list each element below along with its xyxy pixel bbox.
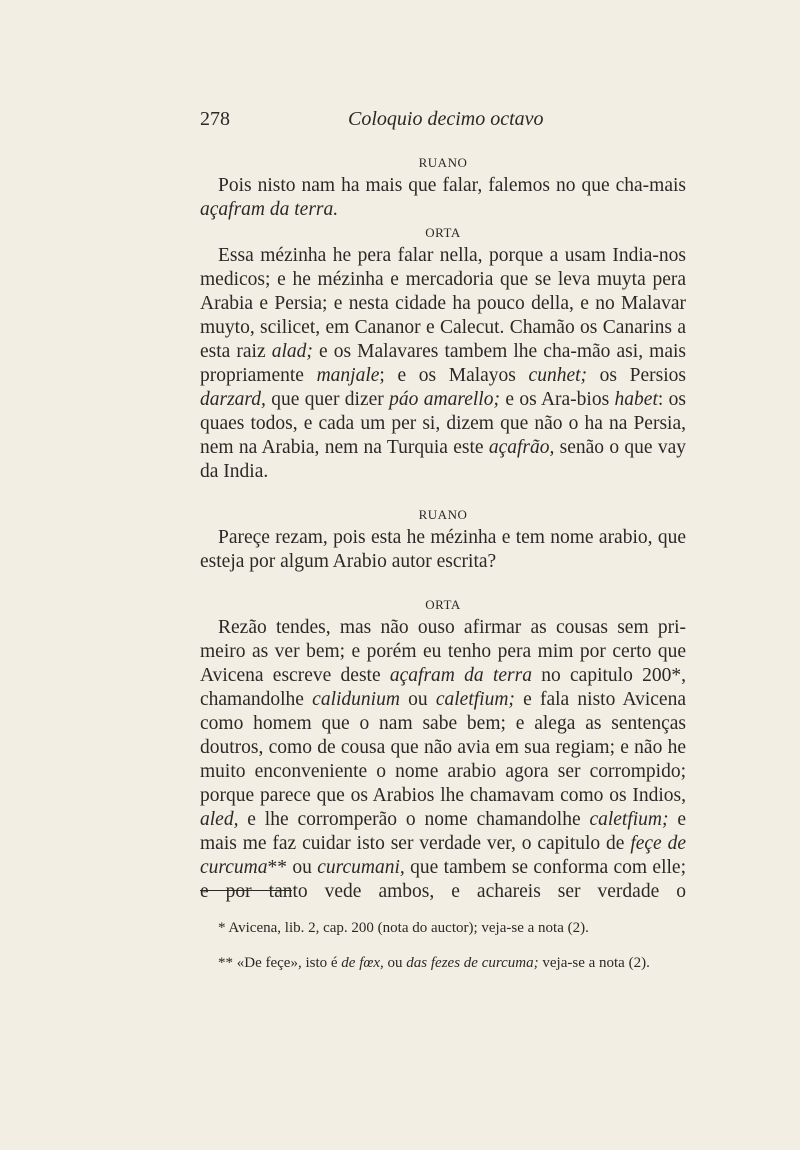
paragraph-1 [200, 174, 686, 222]
text-run: Pareçe rezam, pois esta he mézinha e tem nome arabio, que esteja por algum Arabio autor escrita? [200, 527, 686, 572]
text-block [200, 108, 686, 904]
italic-run: caletfium; [589, 809, 669, 830]
italic-run: de fœx, [341, 955, 384, 971]
text-run: veja-se a nota (2). [538, 955, 650, 971]
text-run: ** «De feçe», isto é [218, 955, 342, 971]
text-run: * Avicena, lib. 2, cap. 200 (nota do auctor); veja-se a nota (2). [218, 920, 589, 936]
text-run: no capitulo 200*, chamandolhe [200, 665, 686, 710]
page-number: 278 [200, 108, 230, 130]
italic-run: das fezes de curcuma; [406, 955, 539, 971]
text-run: e fala nisto Avicena como homem que o nam sabe bem; e alega as sentenças doutros, como de cousa que não avia em sua regiam; e não he muito enconveniente o nome arabio agora ser corrompido; porque parece que os Arabios lhe chamavam como os Indios, [200, 689, 686, 806]
italic-run: páo amarello; [389, 389, 500, 410]
text-run: que tambem se conforma com elle; e por tanto vede ambos, e achareis ser verdade o [200, 857, 686, 902]
paragraph-3 [200, 526, 686, 574]
italic-run: aled, [200, 809, 239, 830]
italic-run: açafram da terra [389, 665, 532, 686]
footnote-1 [200, 918, 672, 939]
text-run: e os Ara-bios [499, 389, 615, 410]
italic-run: caletfium; [435, 689, 515, 710]
italic-run: feçe de curcuma [200, 833, 686, 878]
speaker-ruano: RUANO [418, 155, 468, 170]
speaker-ruano-2: RUANO [418, 507, 468, 522]
text-run: : os quaes todos, e cada um per si, dizem que não o ha na Persia, nem na Arabia, nem na Turquia este [200, 389, 686, 458]
footnote-rule [200, 890, 292, 891]
text-run: Rezão tendes, mas não ouso afirmar as cousas sem pri-meiro as ver bem; e porém eu tenho pera mim por certo que Avicena escreve deste [200, 617, 686, 686]
italic-run: alad; [271, 341, 313, 362]
text-run: ou [399, 689, 436, 710]
text-run: senão o que vay da India. [200, 437, 686, 482]
footnote-2 [200, 953, 672, 974]
italic-run: darzard, [200, 389, 266, 410]
speaker-orta-2: ORTA [425, 597, 461, 612]
paragraph-4 [200, 616, 686, 904]
text-run: que quer dizer [265, 389, 390, 410]
text-run: ou [383, 955, 407, 971]
running-title: Coloquio decimo octavo [348, 108, 544, 130]
text-run: e lhe corromperão o nome chamandolhe [238, 809, 590, 830]
page-header [200, 108, 686, 134]
text-run: Pois nisto nam ha mais que falar, falemos no que cha-mais [218, 175, 686, 196]
paragraph-2 [200, 244, 686, 484]
italic-run: açafrão, [488, 437, 555, 458]
italic-run: cunhet; [528, 365, 588, 386]
text-run: Essa mézinha he pera falar nella, porque a usam India-nos medicos; e he mézinha e mercadoria que se leva muyta pera Arabia e Persia; e nesta cidade ha pouco della, e no Malavar muyto, scilicet, em Cananor e Calecut. Chamão os Canarins a esta raiz [200, 245, 686, 362]
italic-run: habet [614, 389, 658, 410]
italic-run: curcumani, [317, 857, 405, 878]
text-run: os Persios [587, 365, 686, 386]
speaker-orta: ORTA [425, 225, 461, 240]
text-run: ; e os Malayos [379, 365, 529, 386]
text-run: ** ou [267, 857, 318, 878]
italic-run: açafram da terra. [200, 199, 339, 220]
text-run: e mais me faz cuidar isto ser verdade ver, o capitulo de [200, 809, 687, 854]
text-run: e os Malavares tambem lhe cha-mão asi, mais propriamente [200, 341, 686, 386]
footnotes [200, 918, 672, 974]
italic-run: manjale [316, 365, 380, 386]
italic-run: calidunium [312, 689, 400, 710]
